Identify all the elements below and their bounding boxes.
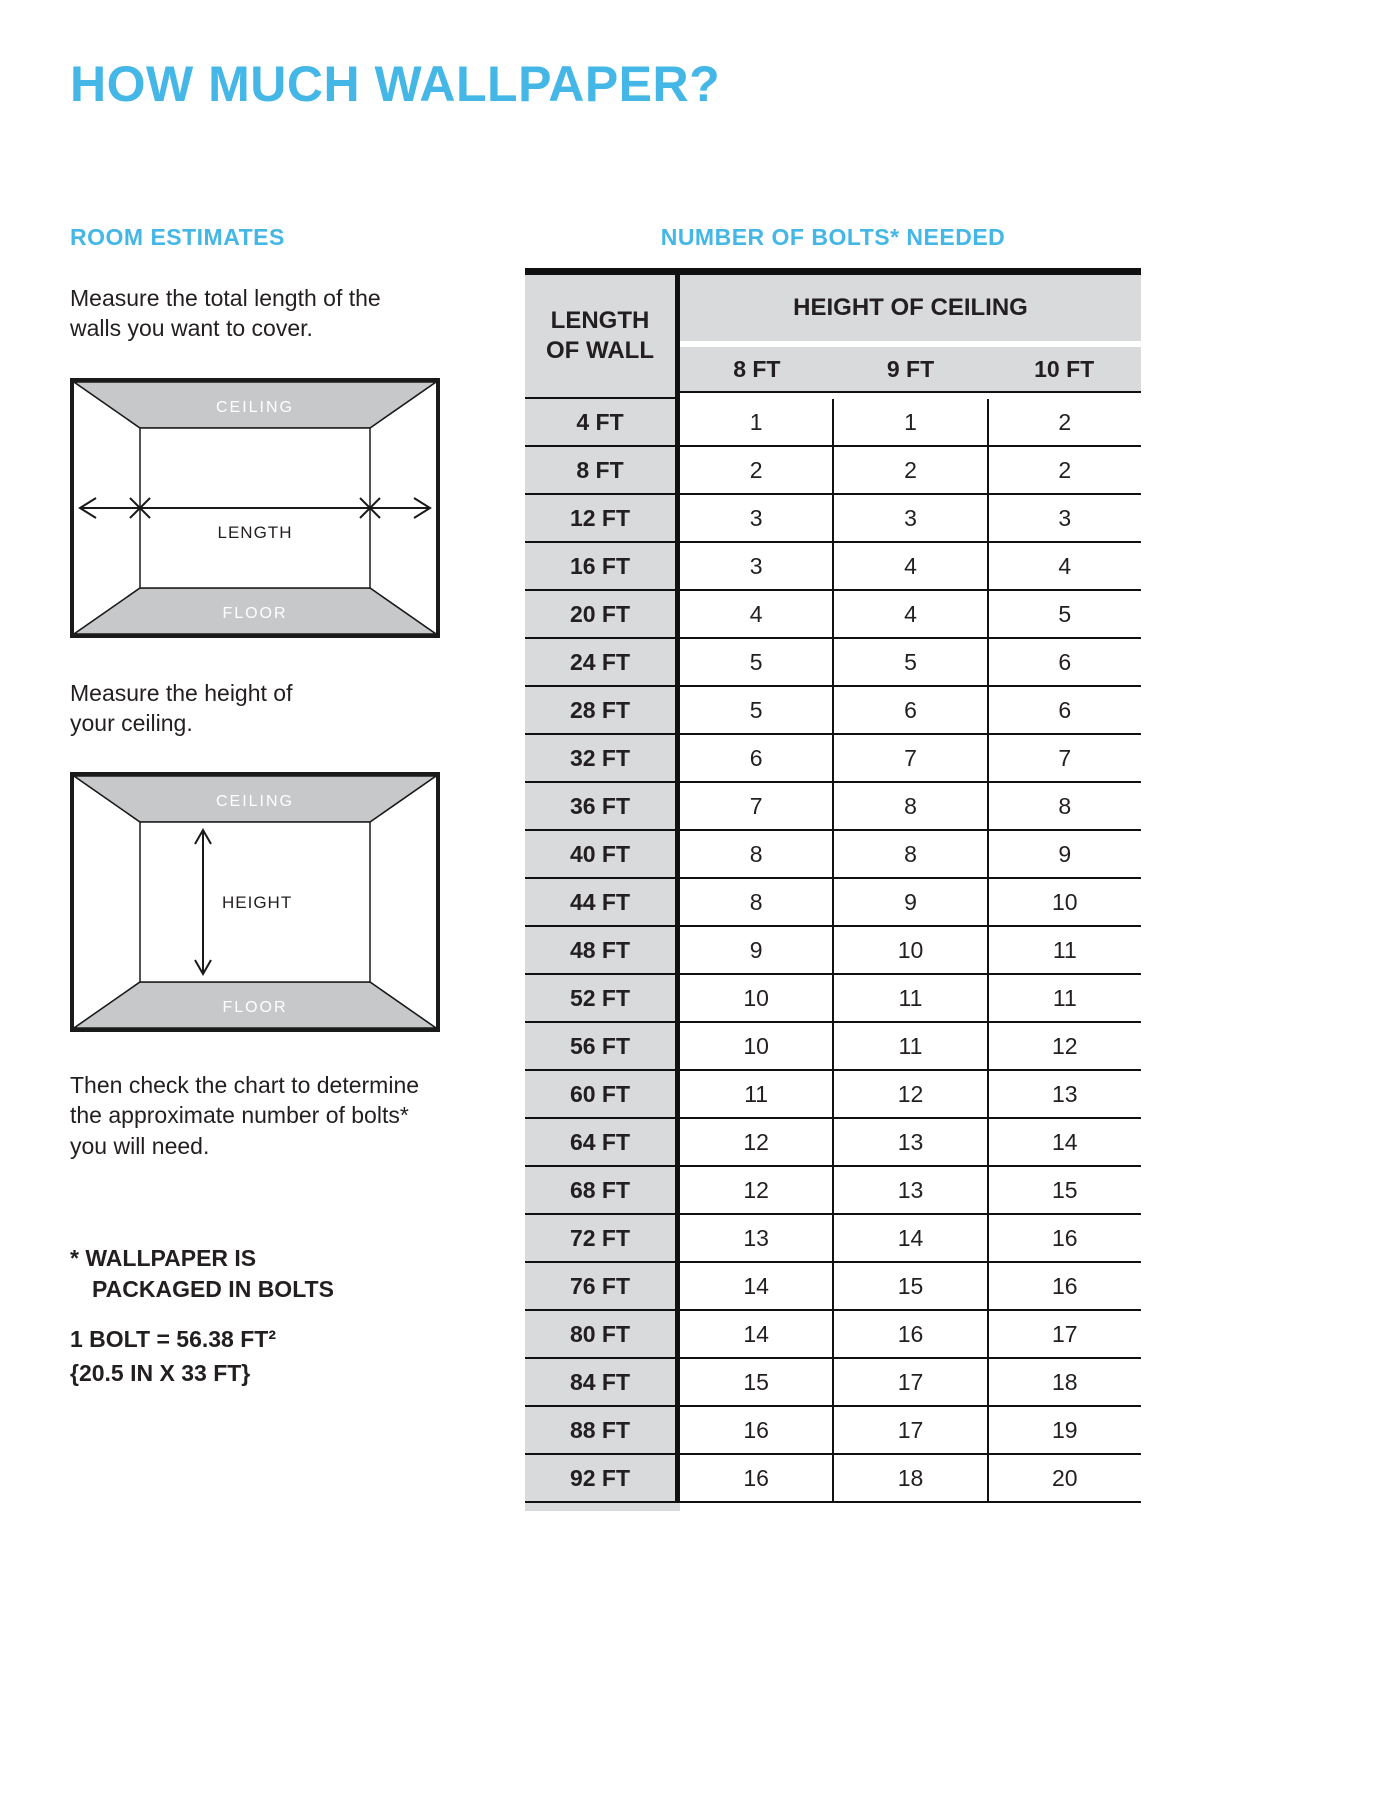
length-header-line1: LENGTH: [550, 307, 650, 334]
table-row: [525, 1215, 1141, 1263]
room-height-diagram: [70, 772, 440, 1037]
bolt-count-cell: 1: [680, 399, 832, 445]
bolt-count-cell: 5: [987, 591, 1141, 637]
bolt-count-cell: 2: [832, 447, 986, 493]
table-row: [525, 399, 1141, 447]
height-subheader-row: [680, 347, 1141, 393]
wall-length-cell: 80 FT: [525, 1311, 680, 1357]
bolt-count-cell: 5: [680, 687, 832, 733]
bolt-count-cell: 6: [680, 735, 832, 781]
bolt-count-cell: 13: [832, 1119, 986, 1165]
height-label: HEIGHT: [222, 893, 293, 912]
bolt-count-cell: 14: [680, 1311, 832, 1357]
floor-label: FLOOR: [222, 999, 288, 1016]
wall-length-cell: 40 FT: [525, 831, 680, 877]
wall-length-cell: 48 FT: [525, 927, 680, 973]
wall-length-cell: 28 FT: [525, 687, 680, 733]
bolt-count-cell: 12: [680, 1167, 832, 1213]
bolt-count-cell: 17: [832, 1407, 986, 1453]
bolt-count-cell: 6: [987, 687, 1141, 733]
bolt-count-cell: 6: [987, 639, 1141, 685]
table-row: [525, 1071, 1141, 1119]
table-row: [525, 639, 1141, 687]
bolt-count-cell: 16: [987, 1263, 1141, 1309]
bolt-count-cell: 3: [832, 495, 986, 541]
step2-text: Measure the height of your ceiling.: [70, 680, 293, 737]
table-row: [525, 1263, 1141, 1311]
bolt-count-cell: 7: [832, 735, 986, 781]
wall-length-cell: 24 FT: [525, 639, 680, 685]
bolt-count-cell: 17: [832, 1359, 986, 1405]
table-footer-stub: [525, 1503, 680, 1511]
bolts-needed-heading: NUMBER OF BOLTS* NEEDED: [660, 224, 1006, 250]
wall-length-cell: 44 FT: [525, 879, 680, 925]
bolt-count-cell: 5: [832, 639, 986, 685]
bolt-count-cell: 15: [832, 1263, 986, 1309]
bolt-count-cell: 18: [987, 1359, 1141, 1405]
bolt-count-cell: 8: [832, 783, 986, 829]
table-row: [525, 1311, 1141, 1359]
ceiling-label: CEILING: [215, 399, 295, 416]
length-label: LENGTH: [217, 523, 293, 542]
wall-length-cell: 60 FT: [525, 1071, 680, 1117]
table-row: [525, 1167, 1141, 1215]
wall-length-cell: 20 FT: [525, 591, 680, 637]
bolt-count-cell: 2: [680, 447, 832, 493]
bolt-count-cell: 11: [832, 975, 986, 1021]
bolt-count-cell: 4: [987, 543, 1141, 589]
bolt-count-cell: 9: [832, 879, 986, 925]
wall-length-cell: 52 FT: [525, 975, 680, 1021]
bolt-count-cell: 14: [987, 1119, 1141, 1165]
col-header-8ft: 8 FT: [680, 347, 834, 391]
col-header-length-of-wall: [525, 275, 680, 399]
table-row: [525, 1119, 1141, 1167]
bolt-count-cell: 11: [680, 1071, 832, 1117]
bolt-count-cell: 10: [680, 1023, 832, 1069]
bolt-count-cell: 7: [680, 783, 832, 829]
wall-length-cell: 84 FT: [525, 1359, 680, 1405]
bolt-count-cell: 19: [987, 1407, 1141, 1453]
bolt-count-cell: 13: [680, 1215, 832, 1261]
bolt-count-cell: 9: [680, 927, 832, 973]
bolt-count-cell: 14: [680, 1263, 832, 1309]
table-row: [525, 1023, 1141, 1071]
bolt-count-cell: 18: [832, 1455, 986, 1501]
bolt-count-cell: 11: [832, 1023, 986, 1069]
wall-length-cell: 36 FT: [525, 783, 680, 829]
bolt-count-cell: 11: [987, 975, 1141, 1021]
table-row: [525, 927, 1141, 975]
table-row: [525, 735, 1141, 783]
table-header-right: [680, 275, 1141, 399]
table-row: [525, 1407, 1141, 1455]
bolt-dimensions: {20.5 IN X 33 FT}: [70, 1360, 251, 1386]
bolt-count-cell: 20: [987, 1455, 1141, 1501]
table-row: [525, 495, 1141, 543]
bolt-count-cell: 9: [987, 831, 1141, 877]
wall-length-cell: 16 FT: [525, 543, 680, 589]
bolt-count-cell: 4: [832, 591, 986, 637]
bolt-count-cell: 3: [680, 543, 832, 589]
table-row: [525, 831, 1141, 879]
bolt-count-cell: 2: [987, 399, 1141, 445]
wall-length-cell: 88 FT: [525, 1407, 680, 1453]
table-row: [525, 591, 1141, 639]
bolt-count-cell: 13: [987, 1071, 1141, 1117]
bolt-count-cell: 4: [680, 591, 832, 637]
bolt-count-cell: 2: [987, 447, 1141, 493]
col-group-height-of-ceiling: HEIGHT OF CEILING: [680, 275, 1141, 347]
bolt-count-cell: 15: [987, 1167, 1141, 1213]
wallpaper-footnote: [70, 1243, 334, 1305]
bolt-count-cell: 8: [680, 879, 832, 925]
room-estimates-heading: ROOM ESTIMATES: [70, 224, 285, 250]
table-header: [525, 275, 1141, 399]
bolt-count-cell: 12: [832, 1071, 986, 1117]
bolt-count-cell: 5: [680, 639, 832, 685]
wall-length-cell: 76 FT: [525, 1263, 680, 1309]
room-length-diagram: [70, 378, 440, 643]
wall-length-cell: 32 FT: [525, 735, 680, 781]
bolt-count-cell: 16: [832, 1311, 986, 1357]
bolt-count-cell: 4: [832, 543, 986, 589]
bolts-table: [525, 268, 1141, 1511]
bolt-count-cell: 14: [832, 1215, 986, 1261]
bolt-count-cell: 16: [987, 1215, 1141, 1261]
bolt-count-cell: 3: [680, 495, 832, 541]
wall-length-cell: 12 FT: [525, 495, 680, 541]
wall-length-cell: 92 FT: [525, 1455, 680, 1501]
bolt-count-cell: 7: [987, 735, 1141, 781]
bolt-count-cell: 15: [680, 1359, 832, 1405]
bolt-count-cell: 13: [832, 1167, 986, 1213]
bolt-equation: 1 BOLT = 56.38 FT²: [70, 1326, 276, 1352]
table-row: [525, 879, 1141, 927]
ceiling-label: CEILING: [215, 793, 295, 810]
bolt-count-cell: 6: [832, 687, 986, 733]
bolt-count-cell: 11: [987, 927, 1141, 973]
length-header-line2: OF WALL: [546, 337, 654, 364]
table-row: [525, 1455, 1141, 1503]
step1-text: Measure the total length of the walls you want to cover.: [70, 285, 381, 342]
bolt-count-cell: 8: [987, 783, 1141, 829]
col-header-10ft: 10 FT: [987, 347, 1141, 391]
bolt-count-cell: 10: [987, 879, 1141, 925]
page-title: HOW MUCH WALLPAPER?: [70, 56, 721, 112]
wall-length-cell: 4 FT: [525, 399, 680, 445]
wall-length-cell: 64 FT: [525, 1119, 680, 1165]
bolt-count-cell: 16: [680, 1407, 832, 1453]
footnote-line1: * WALLPAPER IS: [70, 1245, 257, 1271]
step3-text: Then check the chart to determine the approximate number of bolts* you will need.: [70, 1072, 420, 1159]
wall-length-cell: 68 FT: [525, 1167, 680, 1213]
bolt-count-cell: 8: [832, 831, 986, 877]
bolt-count-cell: 12: [987, 1023, 1141, 1069]
bolt-count-cell: 1: [832, 399, 986, 445]
wall-length-cell: 56 FT: [525, 1023, 680, 1069]
floor-label: FLOOR: [222, 605, 288, 622]
bolt-count-cell: 12: [680, 1119, 832, 1165]
bolt-count-cell: 17: [987, 1311, 1141, 1357]
wall-length-cell: 72 FT: [525, 1215, 680, 1261]
col-header-9ft: 9 FT: [834, 347, 988, 391]
table-row: [525, 783, 1141, 831]
bolt-count-cell: 3: [987, 495, 1141, 541]
footnote-line2: PACKAGED IN BOLTS: [92, 1276, 334, 1303]
table-row: [525, 975, 1141, 1023]
table-row: [525, 543, 1141, 591]
table-row: [525, 1359, 1141, 1407]
bolt-count-cell: 16: [680, 1455, 832, 1501]
bolt-count-cell: 8: [680, 831, 832, 877]
table-row: [525, 447, 1141, 495]
table-row: [525, 687, 1141, 735]
bolt-count-cell: 10: [680, 975, 832, 1021]
table-body: [525, 399, 1141, 1503]
wall-length-cell: 8 FT: [525, 447, 680, 493]
bolt-count-cell: 10: [832, 927, 986, 973]
